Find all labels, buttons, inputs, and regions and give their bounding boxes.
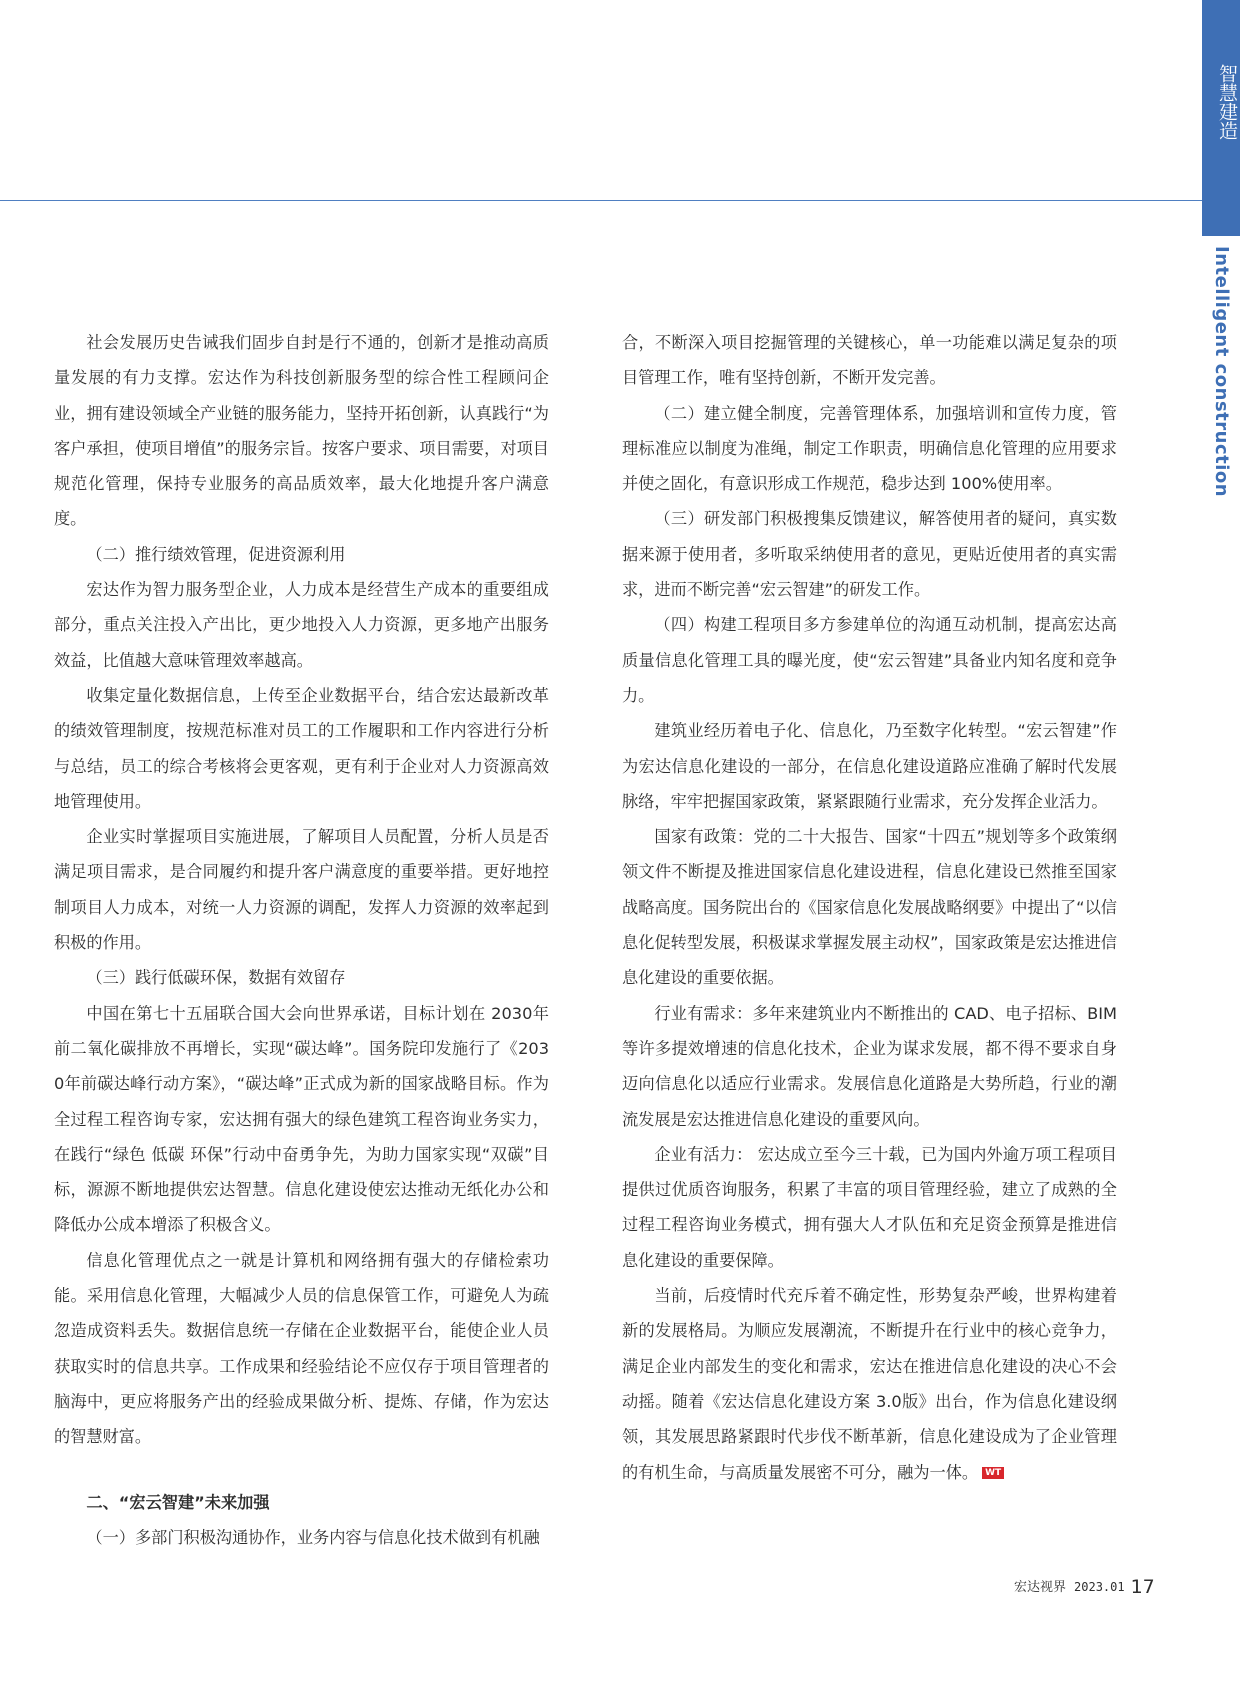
left-column <box>54 325 549 1555</box>
final-text: 当前，后疫情时代充斥着不确定性，形势复杂严峻，世界构建着新的发展格局。为顺应发展潮流，不断提升在行业中的核心竞争力，满足企业内部发生的变化和需求，宏达在推进信息化建设的决心不会动摇。随着《宏达信息化建设方案 3.0版》出台，作为信息化建设纲领，其发展思路紧跟时代步伐不断革新，信息化建设成为了企业管理的有机生命，与高质量发展密不可分，融为一体。 <box>622 1286 1117 1482</box>
paragraph: 建筑业经历着电子化、信息化，乃至数字化转型。“宏云智建”作为宏达信息化建设的一部分，在信息化建设道路应准确了解时代发展脉络，牢牢把握国家政策，紧紧跟随行业需求，充分发挥企业活力。 <box>622 721 1117 811</box>
section-title-cn: 智慧建造 <box>1216 64 1238 140</box>
subheading: （二）推行绩效管理，促进资源利用 <box>86 544 346 564</box>
paragraph: 中国在第七十五届联合国大会向世界承诺，目标计划在 2030年前二氧化碳排放不再增长，实现“碳达峰”。国务院印发施行了《2030年前碳达峰行动方案》，“碳达峰”正式成为新的国家战略目标。作为全过程工程咨询专家，宏达拥有强大的绿色建筑工程咨询业务实力，在践行“绿色 低碳 环保”行动中奋勇争先，为助力国家实现“双碳”目标，源源不断地提供宏达智慧。信息化建设使宏达推动无纸化办公和降低办公成本增添了积极含义。 <box>54 1003 549 1235</box>
paragraph: 宏达作为智力服务型企业，人力成本是经营生产成本的重要组成部分，重点关注投入产出比，更少地投入人力资源，更多地产出服务效益，比值越大意味管理效率越高。 <box>54 580 549 670</box>
paragraph: 信息化管理优点之一就是计算机和网络拥有强大的存储检索功能。采用信息化管理，大幅减少人员的信息保管工作，可避免人为疏忽造成资料丢失。数据信息统一存储在企业数据平台，能使企业人员获取实时的信息共享。工作成果和经验结论不应仅存于项目管理者的脑海中，更应将服务产出的经验成果做分析、提炼、存储，作为宏达的智慧财富。 <box>54 1250 549 1447</box>
paragraph: （二）建立健全制度，完善管理体系，加强培训和宣传力度，管理标准应以制度为准绳，制定工作职责，明确信息化管理的应用要求并使之固化，有意识形成工作规范，稳步达到 100%使用率。 <box>622 403 1117 494</box>
paragraph: 社会发展历史告诫我们固步自封是行不通的，创新才是推动高质量发展的有力支撑。宏达作为科技创新服务型的综合性工程顾问企业，拥有建设领域全产业链的服务能力，坚持开拓创新，认真践行“为客户承担，使项目增值”的服务宗旨。按客户要求、项目需要，对项目规范化管理，保持专业服务的高品质效率，最大化地提升客户满意度。 <box>54 333 549 529</box>
magazine-name: 宏达视界 <box>1014 1580 1067 1595</box>
end-mark-logo: WT <box>982 1467 1004 1479</box>
subheading: （三）践行低碳环保，数据有效留存 <box>86 968 346 988</box>
section-heading: 二、“宏云智建”未来加强 <box>86 1492 270 1512</box>
issue-number: 2023.01 <box>1074 1580 1125 1594</box>
section-title-en: Intelligent construction <box>1211 246 1232 498</box>
paragraph: （四）构建工程项目多方参建单位的沟通互动机制，提高宏达高质量信息化管理工具的曝光度，使“宏云智建”具备业内知名度和竞争力。 <box>622 615 1117 705</box>
right-column <box>622 325 1117 1490</box>
page-footer <box>1014 1576 1155 1598</box>
paragraph: 收集定量化数据信息，上传至企业数据平台，结合宏达最新改革的绩效管理制度，按规范标准对员工的工作履职和工作内容进行分析与总结，员工的综合考核将会更客观，更有利于企业对人力资源高效地管理使用。 <box>54 685 549 811</box>
paragraph: 国家有政策：党的二十大报告、国家“十四五”规划等多个政策纲领文件不断提及推进国家信息化建设进程，信息化建设已然推至国家战略高度。国务院出台的《国家信息化发展战略纲要》中提出了“以信息化促转型发展，积极谋求掌握发展主动权”，国家政策是宏达推进信息化建设的重要依据。 <box>622 827 1117 988</box>
paragraph-final <box>622 1278 1117 1490</box>
paragraph: （一）多部门积极沟通协作，业务内容与信息化技术做到有机融 <box>86 1527 540 1547</box>
paragraph: （三）研发部门积极搜集反馈建议，解答使用者的疑问，真实数据来源于使用者，多听取采纳使用者的意见，更贴近使用者的真实需求，进而不断完善“宏云智建”的研发工作。 <box>622 509 1117 600</box>
paragraph: 企业实时掌握项目实施进展，了解项目人员配置，分析人员是否满足项目需求，是合同履约和提升客户满意度的重要举措。更好地控制项目人力成本，对统一人力资源的调配，发挥人力资源的效率起到积极的作用。 <box>54 827 549 953</box>
paragraph: 行业有需求：多年来建筑业内不断推出的 CAD、电子招标、BIM等许多提效增速的信息化技术，企业为谋求发展，都不得不要求自身迈向信息化以适应行业需求。发展信息化道路是大势所趋，行业的潮流发展是宏达推进信息化建设的重要风向。 <box>622 1003 1117 1129</box>
paragraph-continued: 合，不断深入项目挖掘管理的关键核心，单一功能难以满足复杂的项目管理工作，唯有坚持创新，不断开发完善。 <box>622 333 1117 388</box>
header-rule <box>0 200 1202 201</box>
paragraph: 企业有活力： 宏达成立至今三十载，已为国内外逾万项工程项目提供过优质咨询服务，积累了丰富的项目管理经验，建立了成熟的全过程工程咨询业务模式，拥有强大人才队伍和充足资金预算是推进信息化建设的重要保障。 <box>622 1144 1117 1270</box>
page-number: 17 <box>1130 1576 1155 1598</box>
